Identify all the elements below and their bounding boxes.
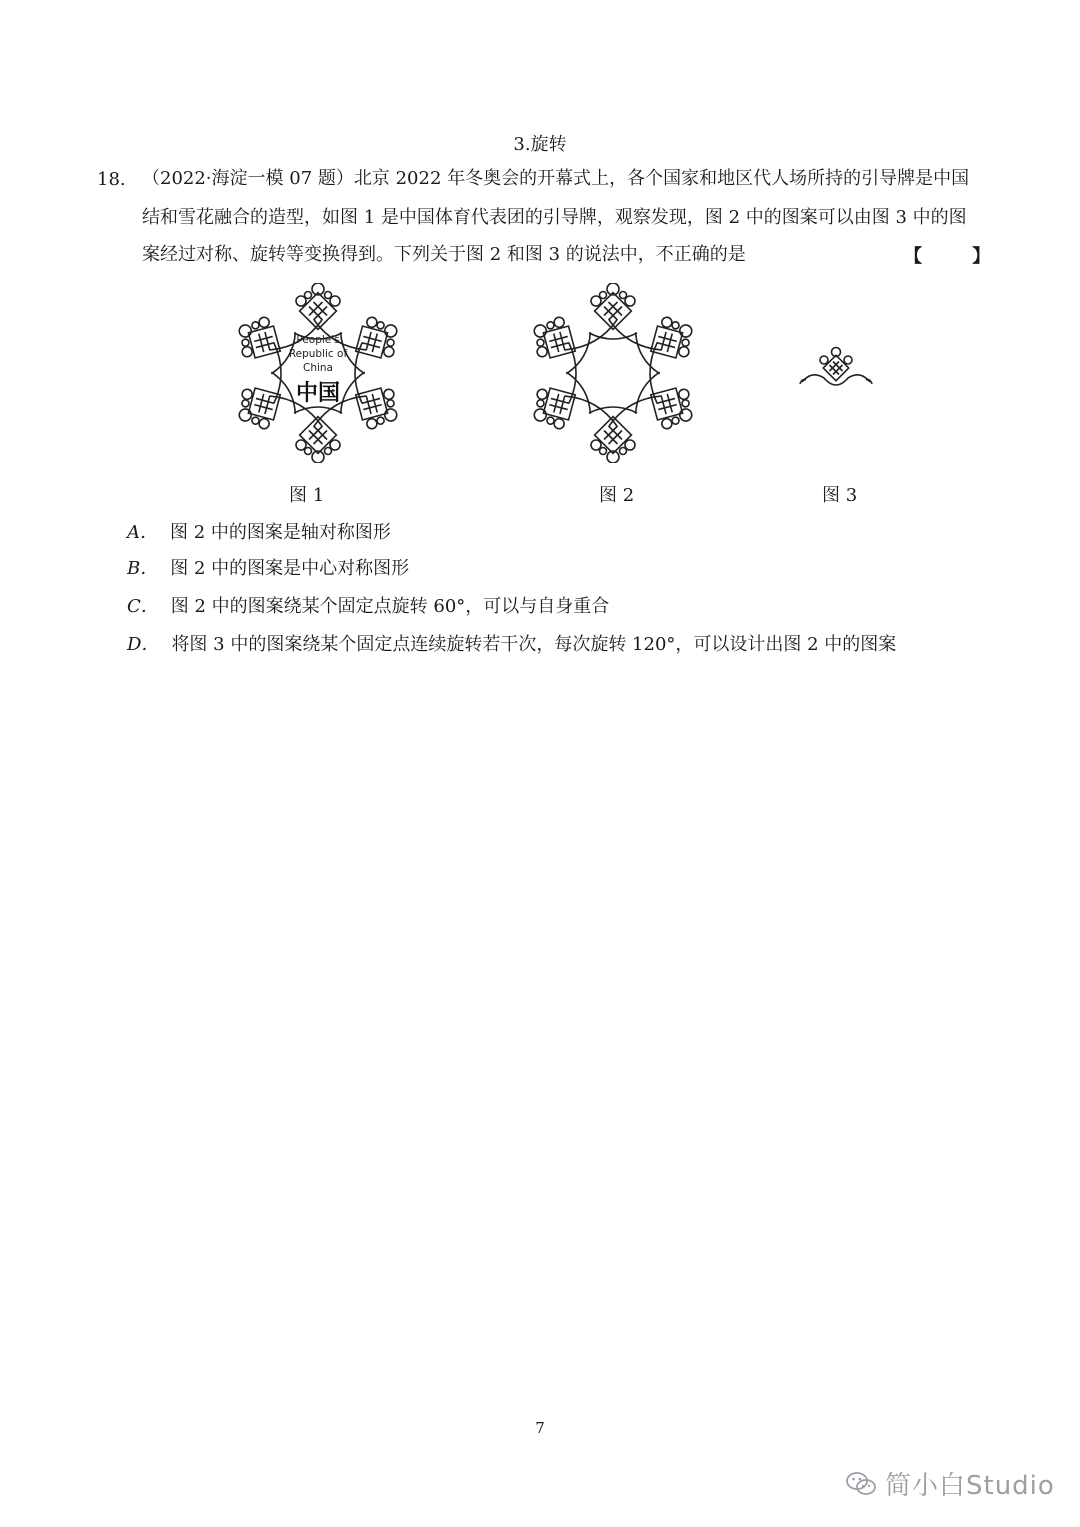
option-c-letter: C． [127, 596, 159, 617]
sign-chinese-text: 中国 [295, 381, 341, 406]
sign-text-line-1: People's [296, 334, 340, 346]
option-a-letter: A． [127, 522, 158, 543]
figure-1-sign [215, 283, 421, 463]
wechat-icon [845, 1470, 877, 1498]
answer-brackets: 【 】 [904, 246, 1013, 267]
option-d-text: 将图 3 中的图案绕某个固定点连续旋转若干次，每次旋转 120°，可以设计出图 2 中的图案 [171, 634, 897, 655]
question-text-line-2: 结和雪花融合的造型，如图 1 是中国体育代表团的引导牌，观察发现，图 2 中的图案可以由图 3 中的图 [142, 207, 967, 228]
option-d [127, 630, 896, 656]
figure-1-label: 图 1 [289, 485, 325, 506]
sign-text-line-3: China [303, 362, 333, 374]
question-text-line-1: （2022·海淀一模 07 题）北京 2022 年冬奥会的开幕式上，各个国家和地区代人场所持的引导牌是中国 [142, 168, 970, 189]
section-title: 3.旋转 [513, 134, 567, 155]
page-number: 7 [535, 1419, 545, 1437]
sign-text-line-2: Republic of [288, 348, 348, 360]
watermark-text: 简小白Studio [885, 1471, 1055, 1501]
option-d-letter: D． [127, 634, 160, 655]
option-a-text: 图 2 中的图案是轴对称图形 [170, 522, 391, 543]
figure-2-pattern [510, 283, 716, 463]
option-b [127, 554, 409, 580]
option-a [127, 518, 391, 544]
option-b-letter: B． [127, 558, 159, 579]
question-text-line-3: 案经过对称、旋转等变换得到。下列关于图 2 和图 3 的说法中，不正确的是 [142, 244, 746, 265]
option-c-text: 图 2 中的图案绕某个固定点旋转 60°，可以与自身重合 [170, 596, 610, 617]
option-b-text: 图 2 中的图案是中心对称图形 [170, 558, 410, 579]
figure-2-label: 图 2 [599, 485, 635, 506]
figure-3-label: 图 3 [822, 485, 858, 506]
watermark [845, 1465, 1055, 1502]
option-c [127, 592, 609, 618]
question-number: 18. [97, 169, 126, 190]
figure-3-knot [798, 342, 874, 396]
